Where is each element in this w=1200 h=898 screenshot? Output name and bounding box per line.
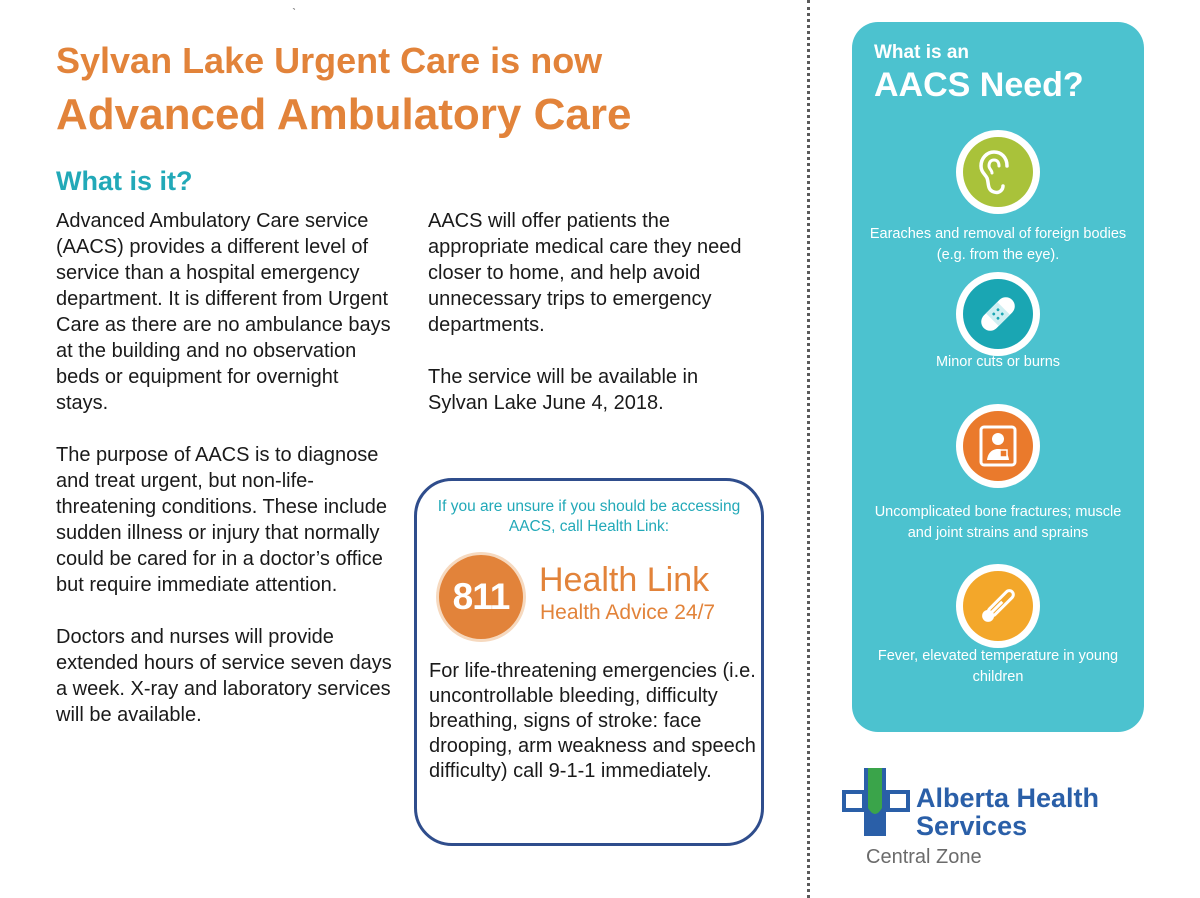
title-line-1: Sylvan Lake Urgent Care is now	[56, 40, 603, 81]
section-heading: What is it?	[56, 166, 193, 196]
injured-person-icon	[963, 411, 1033, 481]
need-label: Fever, elevated temperature in young children	[877, 648, 1119, 685]
page-edge-mark: ˎ	[292, 0, 297, 10]
need-label: Earaches and removal of foreign bodies (e.g. from the eye).	[869, 226, 1127, 263]
ahs-name-line-2: Services	[916, 811, 1028, 841]
left-paragraph: Doctors and nurses will provide extended hours of service seven days a week. X-ray and laboratory services will be available.	[56, 626, 392, 726]
left-paragraph: The purpose of AACS is to diagnose and treat urgent, but non-life-threatening conditions. These include sudden illness or injury that normally could be cared for in a doctor’s office but require immediate attention.	[56, 444, 387, 596]
ahs-name-line-1: Alberta Health	[916, 783, 1100, 813]
dotted-divider	[807, 0, 810, 898]
alberta-health-services-logo	[838, 762, 1098, 872]
need-icon-ring	[956, 564, 1040, 648]
health-link-logo	[439, 555, 729, 641]
bandage-icon	[963, 279, 1033, 349]
ahs-name	[916, 784, 1099, 840]
panel-heading-small: What is an	[874, 42, 970, 63]
ahs-cross-icon	[838, 764, 914, 840]
ahs-zone: Central Zone	[866, 846, 982, 868]
health-link-number-badge: 811	[439, 555, 523, 639]
health-link-callout	[414, 478, 764, 846]
health-link-name: Health Link	[539, 561, 710, 599]
need-icon-ring	[956, 404, 1040, 488]
need-label: Uncomplicated bone fractures; muscle and joint strains and sprains	[874, 504, 1122, 541]
need-label: Minor cuts or burns	[935, 354, 1061, 370]
middle-paragraph: AACS will offer patients the appropriate medical care they need closer to home, and help avoid unnecessary trips to emergency departments.	[428, 210, 742, 336]
left-paragraph: Advanced Ambulatory Care service (AACS) provides a different level of service than a hospital emergency department. It is different from Urgent Care as there are no ambulance bays at the building and no observation beds or equipment for overnight stays.	[56, 210, 391, 414]
middle-paragraph: The service will be available in Sylvan Lake June 4, 2018.	[428, 366, 699, 414]
need-icon-ring	[956, 272, 1040, 356]
health-link-tagline: Health Advice 24/7	[540, 601, 716, 624]
emergency-notice: For life-threatening emergencies (i.e. uncontrollable bleeding, difficulty breathing, signs of stroke: face drooping, arm weakness and speech difficulty) call 9-1-1 immediately.	[429, 660, 756, 782]
left-column	[56, 208, 396, 754]
need-icon-ring	[956, 130, 1040, 214]
thermometer-icon	[963, 571, 1033, 641]
aacs-needs-panel	[852, 22, 1144, 732]
callout-intro: If you are unsure if you should be accessing AACS, call Health Link:	[437, 498, 741, 535]
panel-heading-big: AACS Need?	[874, 66, 1084, 104]
title-line-2: Advanced Ambulatory Care	[56, 90, 632, 139]
ear-icon	[963, 137, 1033, 207]
middle-column	[428, 208, 758, 442]
